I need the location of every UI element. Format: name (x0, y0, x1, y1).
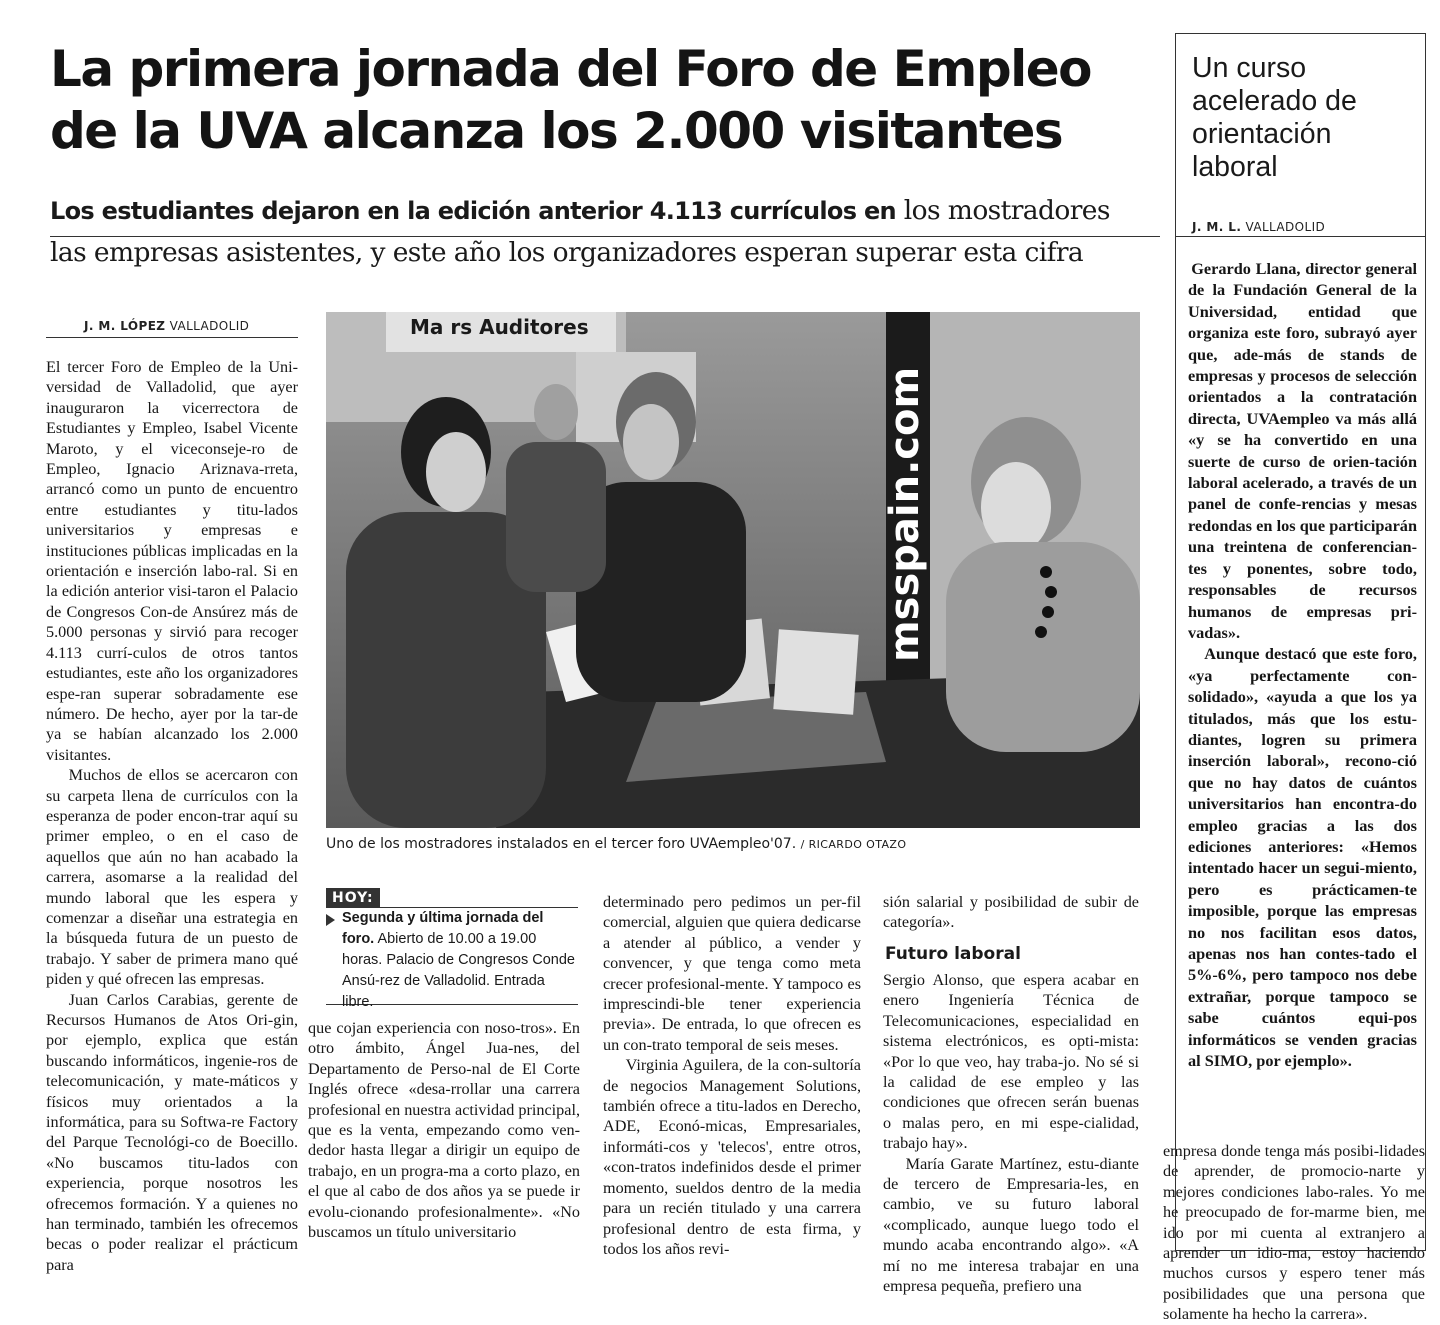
article-column-2 (308, 1018, 580, 1242)
article-column-4 (883, 892, 1139, 933)
hoy-box (326, 908, 578, 1010)
article-paragraph: empresa donde tenga más posibi-lidades de aprender, de promocio-narte y mejores condiciones labo-rales. Yo me he preocupado de for-marme bien, me ido por mi cuenta al extranjero a aprender un idio-ma, estoy haciendo muchos cursos y espero tener más posibilidades que una persona que solamente ha hecho la carrera». (1163, 1142, 1425, 1324)
byline-place: VALLADOLID (169, 319, 250, 333)
subheadline (50, 190, 1160, 273)
article-paragraph: Muchos de ellos se acercaron con su carpeta llena de currículos con la esperanza de poder encon-trar aquí su primer empleo, o en el caso de aquellos que aún no han acabado la carrera, asomarse a la realidad del mundo laboral que les espera y comenzar a diseñar una estrategia en la búsqueda futura de un puesto de trabajo. Y saber de primera mano qué piden y qué ofrecen las empresas. (46, 766, 298, 989)
arrow-right-icon (326, 914, 335, 926)
sidebar-title (1192, 52, 1422, 184)
sidebar-paragraph: Gerardo Llana, director general de la Fundación General de la Universidad, entidad que organiza este foro, subrayó ayer que, ade-más de stands de empresas y procesos de selección orientados a la contratación directa, UVAempleo va más allá «y se ha convertido en una suerte de curso de orien-tación laboral acelerado, a través de un panel de confe-rencias y mesas redondas en los que participarán una treintena de conferencian-tes y ponentes, sobre todo, responsables de recursos humanos de empresas pri-vadas». (1188, 259, 1417, 642)
sidebar-body (1188, 258, 1417, 1071)
booth-sign: Ma rs Auditores (410, 315, 589, 339)
subheadline-rest: los mostradores (895, 195, 1110, 226)
subheadline-bold: Los estudiantes dejaron en la edición anterior 4.113 currículos en (50, 197, 896, 225)
sidebar-byline (1192, 220, 1325, 234)
sidebar-byline-place: VALLADOLID (1245, 220, 1326, 234)
sidebar-title-line: orientación (1192, 118, 1332, 150)
news-photo (326, 312, 1140, 828)
subheadline-line-2: las empresas asistentes, y este año los organizadores esperan superar esta cifra (50, 237, 1084, 268)
photo-illustration (326, 312, 1140, 828)
hoy-label: HOY: (326, 888, 380, 908)
sidebar-title-line: acelerado de (1192, 85, 1357, 117)
article-paragraph: determinado pero pedimos un per-fil comercial, alguien que quiera dedicarse a atender al público, a vender y convencer, y que tenga como meta crecer profesional-mente. Y tampoco es imprescindi-ble tener experiencia previa». De entrada, lo que ofrecen es un con-trato temporal de seis meses. (603, 893, 861, 1054)
sidebar-rule (1175, 236, 1426, 237)
section-subtitle: Futuro laboral (885, 944, 1021, 964)
subheadline-line-1 (50, 190, 1160, 232)
article-column-3 (603, 892, 861, 1259)
byline-author: J. M. LÓPEZ (84, 319, 166, 333)
sidebar-byline-author: J. M. L. (1192, 220, 1242, 234)
article-paragraph: sión salarial y posibilidad de subir de categoría». (883, 893, 1139, 932)
banner-text: msspain.com (882, 366, 928, 662)
article-paragraph: Sergio Alonso, que espera acabar en enero Ingeniería Técnica de Telecomunicaciones, especialidad en sistema electrónicos, es opti-mista: «Por lo que veo, hay traba-jo. No sé si la calidad de ese empleo y las condiciones que ofrecen serán buenas o malas pero, en mi espe-cialidad, trabajo hay». (883, 971, 1139, 1153)
caption-text: Uno de los mostradores instalados en el tercer foro UVAempleo'07. (326, 836, 797, 852)
hoy-details: Abierto de 10.00 a 19.00 horas. Palacio de Congresos Conde Ansú-rez de Valladolid. Entrada libre. (342, 931, 575, 1010)
subheadline-rule (50, 236, 1160, 237)
article-column-4-continued (883, 970, 1139, 1297)
sidebar-paragraph: Aunque destacó que este foro, «ya perfectamente con-solidado», «ayuda a que los ya titulados, más que los estu-diantes, logren su primera inserción laboral», recono-ció que no hay datos de cuántos universitarios han encontra-do empleo gracias a las dos ediciones anteriores: «Hemos intentado hacer un segui-miento, pero es prácticamen-te imposible, porque las empresas no nos facilitan esos datos, apenas nos han contes-tado el 5%-6%, pero tampoco nos debe extrañar, porque tampoco se sabe cuántos equi-pos informáticos se venden gracias al SIMO, por ejemplo». (1188, 644, 1417, 1071)
headline-line-1: La primera jornada del Foro de Empleo (50, 40, 1092, 98)
sidebar-title-line: Un curso (1192, 52, 1307, 84)
article-paragraph: El tercer Foro de Empleo de la Uni-versidad de Valladolid, que ayer inauguraron la vicerrectora de Estudiantes y Empleo, Isabel Vicente Maroto, y el viceconseje-ro de Empleo, Ignacio Ariznava-rreta, arrancó como un punto de encuentro entre estudiantes y titu-lados universitarios y empresas e instituciones públicas implicadas en la orientación e inserción labo-ral. Si en la edición anterior visi-taron el Palacio de Congresos Con-de Ansúrez más de 5.000 personas y sirvió para recoger 4.113 currí-culos de otros tantos estudiantes, este año los organizadores espe-ran superar sobradamente ese número. De hecho, ayer por la tar-de ya se habían alcanzado los 2.000 visitantes. (46, 358, 298, 764)
article-paragraph: María Garate Martínez, estu-diante de tercero de Empresaria-les, en cambio, ve su futuro laboral «complicado, aunque luego todo el mundo acaba encontrando algo». «A mí no me interesa trabajar en una empresa pequeña, prefiero una (883, 1154, 1139, 1296)
photo-credit: / RICARDO OTAZO (800, 838, 907, 851)
article-paragraph: que cojan experiencia con noso-tros». En otro ámbito, Ángel Jua-nes, del Departamento de Perso-nal de El Corte Inglés ofrece «desa-rrollar una carrera profesional en nuestra actividad principal, que es la venta, empezando como ven-dedor hasta llegar a dirigir un equipo de trabajo, en un progra-ma a corto plazo, en el que al cabo de dos años ya se puede ir evolu-cionando profesionalmente». «No buscamos un título universitario (308, 1019, 580, 1242)
hoy-bold: Segunda y última jornada del foro. (342, 910, 544, 947)
headline-line-2: de la UVA alcanza los 2.000 visitantes (50, 102, 1063, 160)
article-paragraph: Juan Carlos Carabias, gerente de Recursos Humanos de Atos Ori-gin, por ejemplo, explica que están buscando informáticos, ingenie-ros de telecomunicación, y mate-máticos y físicos muy orientados a la informática, para su Softwa-re Factory del Parque Tecnológi-co de Boecillo. «No buscamos titu-lados con experiencia, porque nosotros les ofrecemos formación. Y a quienes no han terminado, también les ofrecemos becas o poder realizar el prácticum para (46, 990, 298, 1274)
article-paragraph: Virginia Aguilera, de la con-sultoría de negocios Management Solutions, también ofrece a titu-lados en Derecho, ADE, Econó-micas, Empresariales, informáti-cos y 'telecos', entre otros, «con-tratos indefinidos desde el primer momento, sueldos dentro de la media para un recién titulado y una carrera profesional dentro de esta firma, y todos los años revi- (603, 1056, 861, 1258)
hoy-text (342, 908, 578, 1013)
article-byline (84, 319, 249, 333)
photo-caption (326, 836, 1146, 852)
sidebar-title-line: laboral (1192, 151, 1278, 183)
headline (50, 38, 1160, 162)
article-column-1 (46, 357, 298, 1275)
byline-rule (46, 337, 298, 338)
